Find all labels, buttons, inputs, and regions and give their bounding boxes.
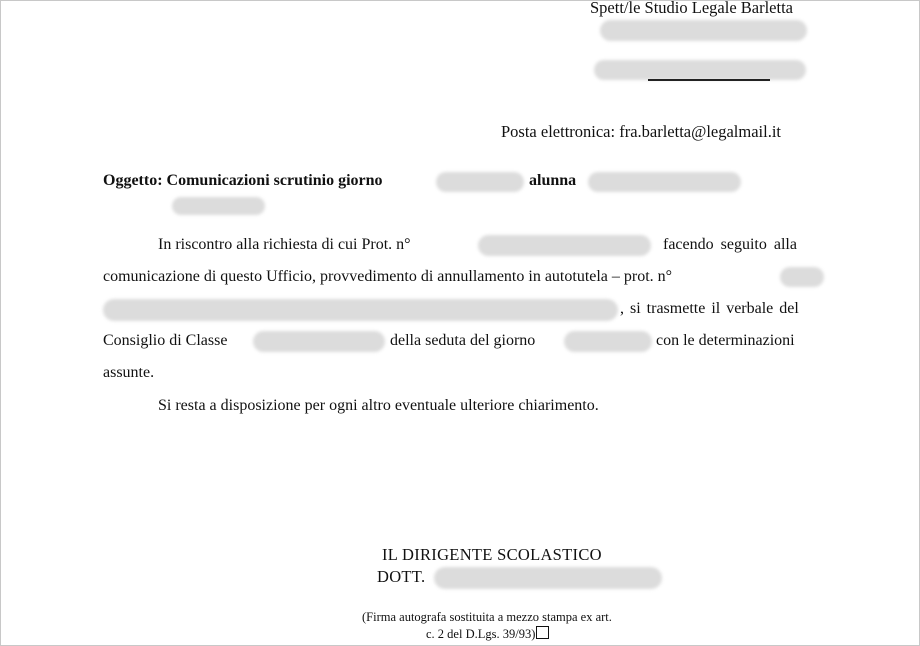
redacted-class [253,331,385,352]
signature-note-line1: (Firma autografa sostituita a mezzo stampa ex art. [362,610,612,624]
signature-title: IL DIRIGENTE SCOLASTICO [382,545,602,564]
redacted-address-line [600,20,807,41]
body-line1-end: facendo seguito alla [663,236,797,253]
body-line4-c: con le determinazioni [656,332,795,349]
email-label: Posta elettronica: [501,122,616,141]
recipient-line: Spett/le Studio Legale Barletta [590,0,793,17]
redacted-city-line [594,60,806,80]
body-paragraph-2: Si resta a disposizione per ogni altro eventuale ulteriore chiarimento. [158,397,599,414]
body-line3-end: , si trasmette il verbale del [620,300,799,317]
body-line1-start: In riscontro alla richiesta di cui Prot. n° [158,236,411,253]
body-line5: assunte. [103,364,155,381]
subject-prefix: Oggetto: Comunicazioni scrutinio giorno [103,172,383,189]
body-line2: comunicazione di questo Ufficio, provvedimento di annullamento in autotutela – prot. n° [103,268,673,285]
redacted-prot-number-2 [780,267,824,287]
underline-rule [648,79,770,81]
email-address: fra.barletta@legalmail.it [619,122,782,141]
subject-student-label: alunna [529,172,577,189]
redacted-signatory-name [434,567,662,589]
redacted-subject-cont [172,197,265,215]
redacted-student-name [588,172,741,192]
body-line4-a: Consiglio di Classe [103,332,228,349]
email-line [501,122,781,142]
redacted-prot-number [478,235,651,256]
signature-note-line2-text: c. 2 del D.Lgs. 39/93) [426,627,536,641]
signature-name-prefix: DOTT. [377,567,426,586]
redacted-line3 [103,299,618,321]
checkbox-glyph-icon [536,626,549,639]
redacted-session-date [564,331,652,352]
redacted-date [436,172,524,192]
body-line4-b: della seduta del giorno [390,332,536,349]
signature-note-line2 [426,626,549,642]
